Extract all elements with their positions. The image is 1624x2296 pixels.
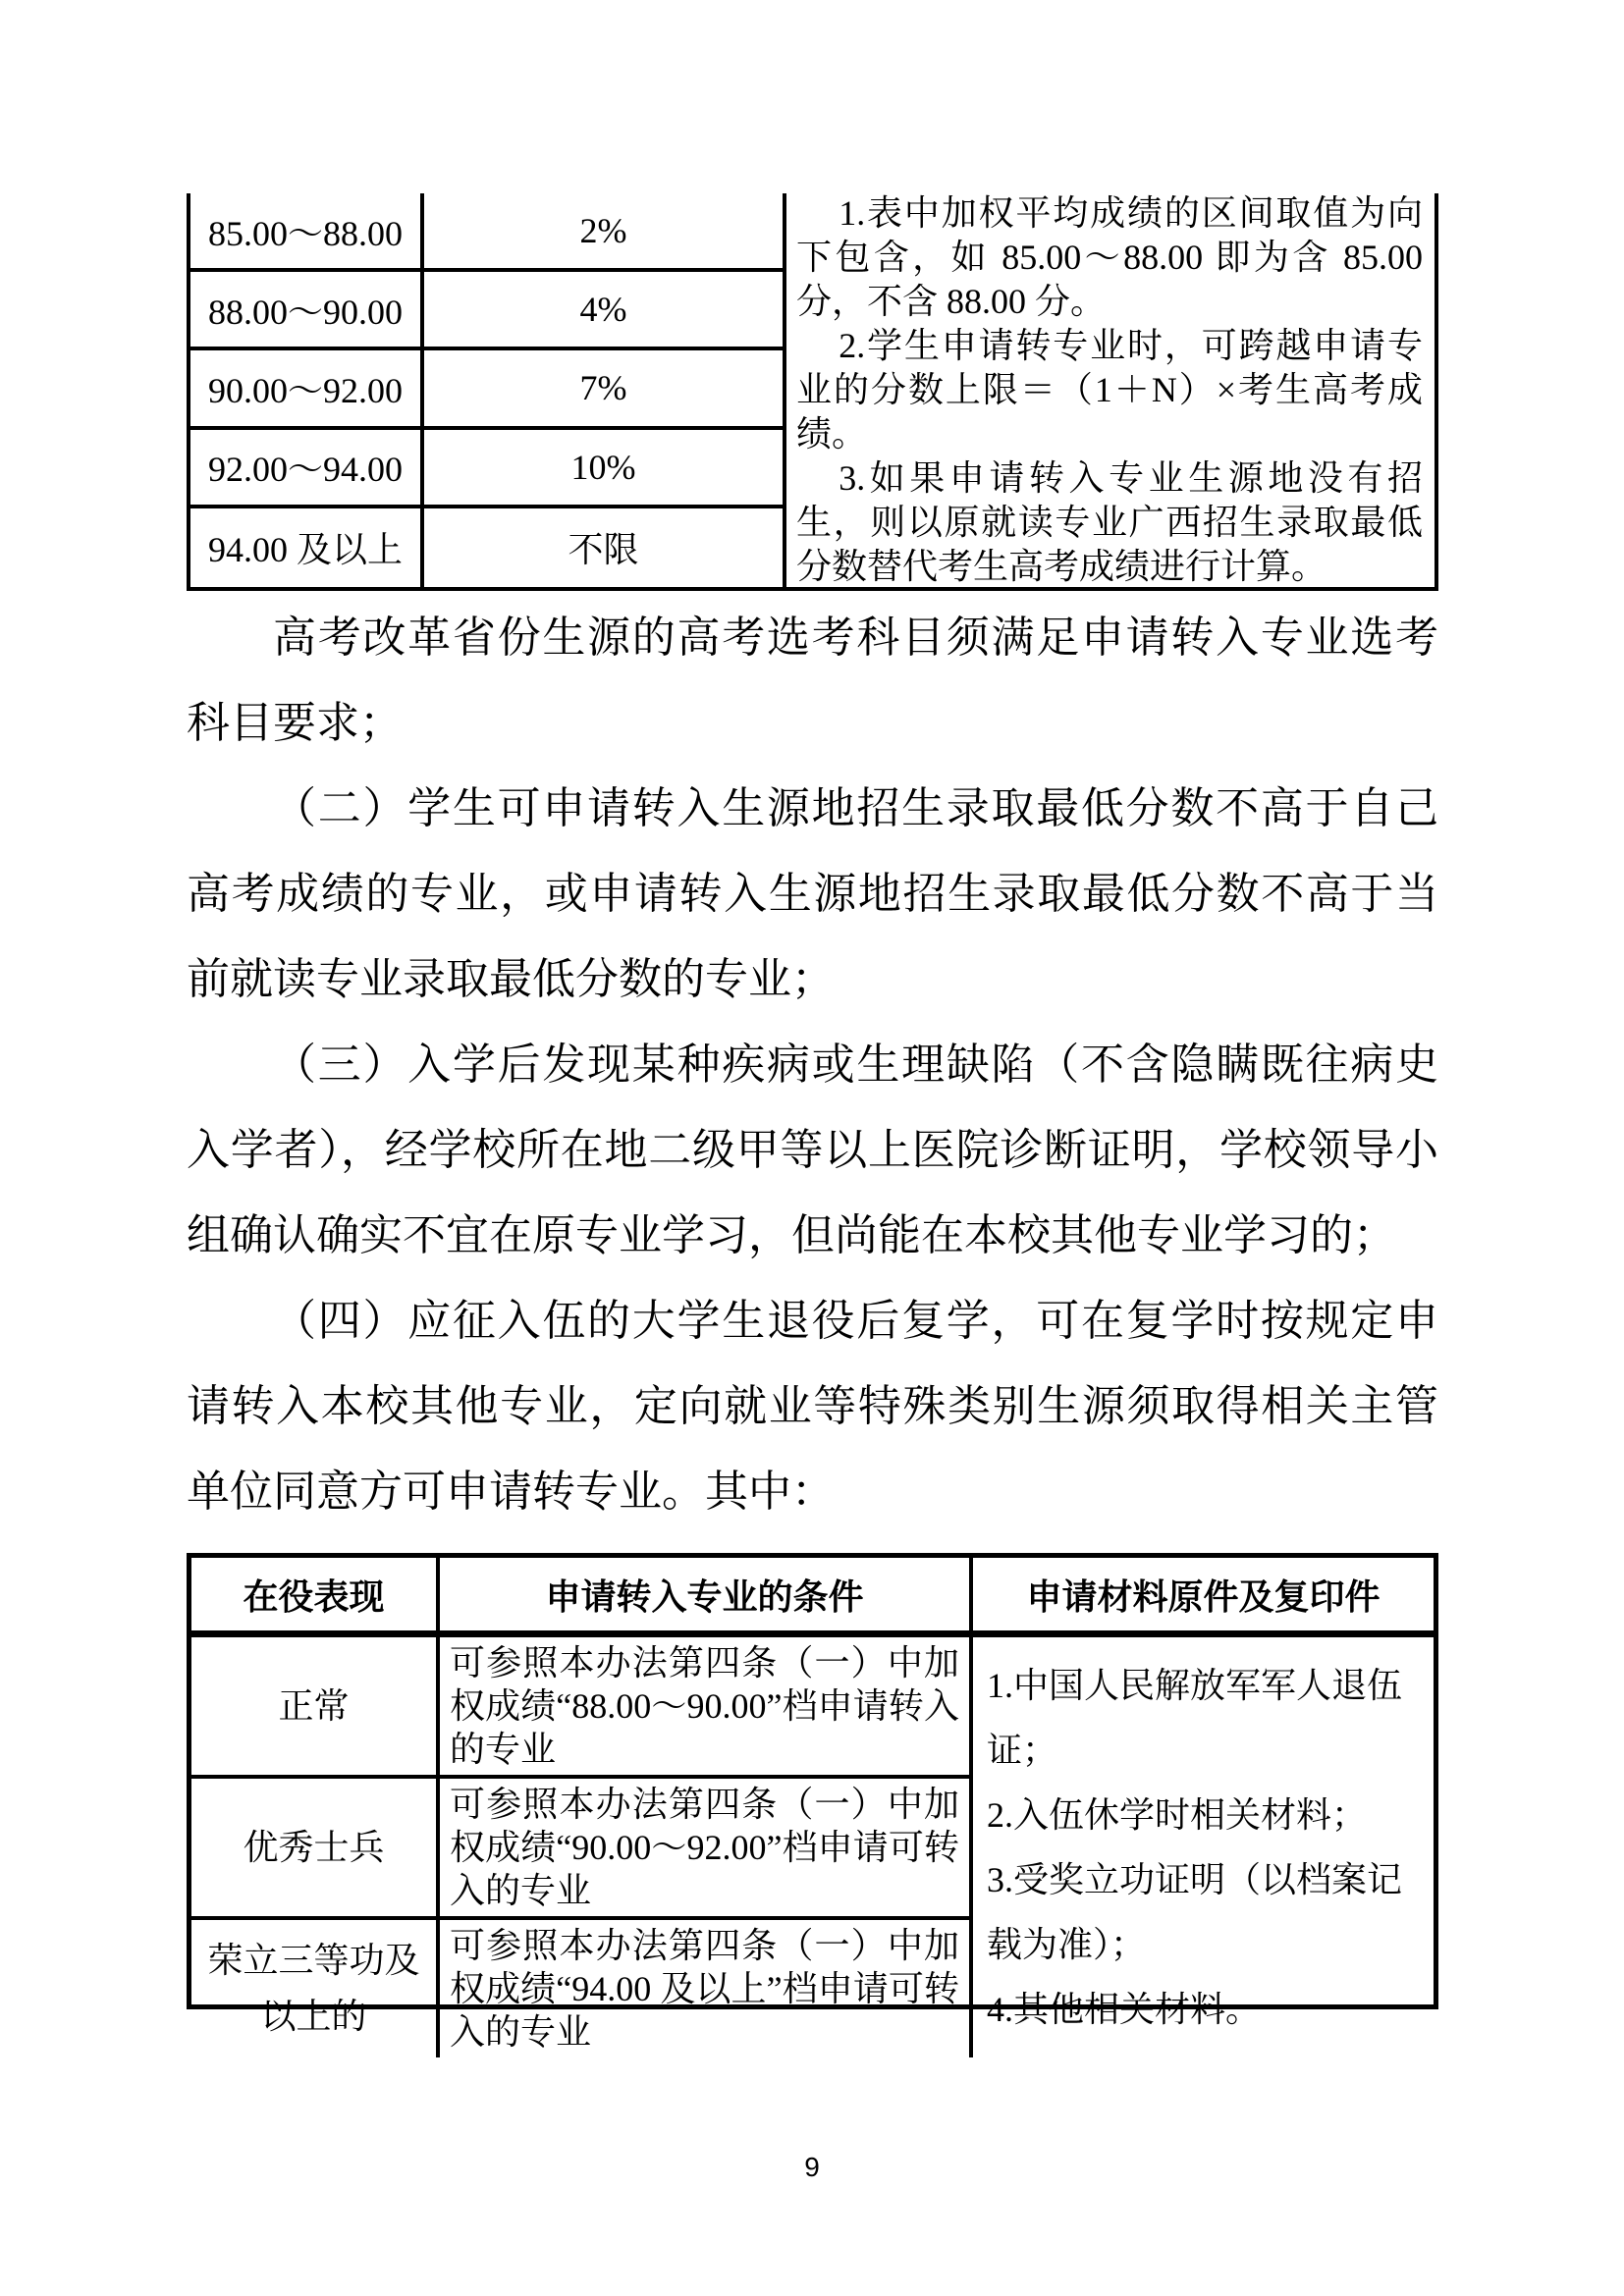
- condition-cell: [440, 1637, 973, 1779]
- material-item: 1.中国人民解放军军人退伍证；: [987, 1666, 1403, 1770]
- score-range-cell: 88.00～90.00: [190, 272, 424, 350]
- body-paragraph: （三）入学后发现某种疾病或生理缺陷（不含隐瞒既往病史入学者），经学校所在地二级甲等以上医院诊断证明，学校领导小组确认确实不宜在原专业学习，但尚能在本校其他专业学习的；: [187, 1041, 1438, 1259]
- condition-text: 可参照本办法第四条（一）中加权成绩“90.00～92.00”档申请可转入的专业: [450, 1785, 959, 1910]
- table-notes-cell: [786, 193, 1435, 587]
- condition-cell: [440, 1779, 973, 1920]
- condition-text: 可参照本办法第四条（一）中加权成绩“88.00～90.00”档申请转入的专业: [450, 1643, 959, 1769]
- performance-cell: 优秀士兵: [191, 1779, 440, 1920]
- page-number: 9: [804, 2152, 820, 2182]
- quota-cell: 不限: [424, 508, 786, 587]
- material-item: 3.受奖立功证明（以档案记载为准）；: [987, 1860, 1403, 1964]
- performance-cell: 荣立三等功及以上的: [191, 1920, 440, 2057]
- material-item: 4.其他相关材料。: [987, 1990, 1262, 2029]
- veteran-transfer-table: [187, 1553, 1438, 2052]
- table-header-performance: 在役表现: [191, 1558, 440, 1637]
- note-item: 3.如果申请转入专业生源地没有招生，则以原就读专业广西招生录取最低分数替代考生高考成绩进行计算。: [796, 458, 1423, 586]
- performance-cell: 正常: [191, 1637, 440, 1779]
- material-item: 2.入伍休学时相关材料；: [987, 1795, 1368, 1835]
- body-paragraph: （四）应征入伍的大学生退役后复学，可在复学时按规定申请转入本校其他专业，定向就业等特殊类别生源须取得相关主管单位同意方可申请转专业。其中：: [187, 1297, 1438, 1516]
- materials-cell: [973, 1637, 1434, 2057]
- table-header-materials: 申请材料原件及复印件: [973, 1558, 1434, 1637]
- score-quota-table: [187, 193, 1438, 591]
- note-item: 1.表中加权平均成绩的区间取值为向下包含，如 85.00～88.00 即为含 85.00 分，不含 88.00 分。: [796, 193, 1423, 321]
- condition-cell: [440, 1920, 973, 2057]
- body-text: [187, 595, 1438, 1534]
- score-range-cell: 92.00～94.00: [190, 430, 424, 508]
- quota-cell: 4%: [424, 272, 786, 350]
- body-paragraph: 高考改革省份生源的高考选考科目须满足申请转入专业选考科目要求；: [187, 614, 1438, 747]
- note-item: 2.学生申请转专业时，可跨越申请专业的分数上限＝（1＋N）×考生高考成绩。: [796, 326, 1423, 454]
- table-header-condition: 申请转入专业的条件: [440, 1558, 973, 1637]
- condition-text: 可参照本办法第四条（一）中加权成绩“94.00 及以上”档申请可转入的专业: [450, 1926, 959, 2052]
- score-range-cell: 94.00 及以上: [190, 508, 424, 587]
- score-range-cell: 85.00～88.00: [190, 193, 424, 272]
- quota-cell: 2%: [424, 193, 786, 272]
- quota-cell: 10%: [424, 430, 786, 508]
- body-paragraph: （二）学生可申请转入生源地招生录取最低分数不高于自己高考成绩的专业，或申请转入生源地招生录取最低分数不高于当前就读专业录取最低分数的专业；: [187, 784, 1438, 1003]
- score-range-cell: 90.00～92.00: [190, 350, 424, 429]
- quota-cell: 7%: [424, 350, 786, 429]
